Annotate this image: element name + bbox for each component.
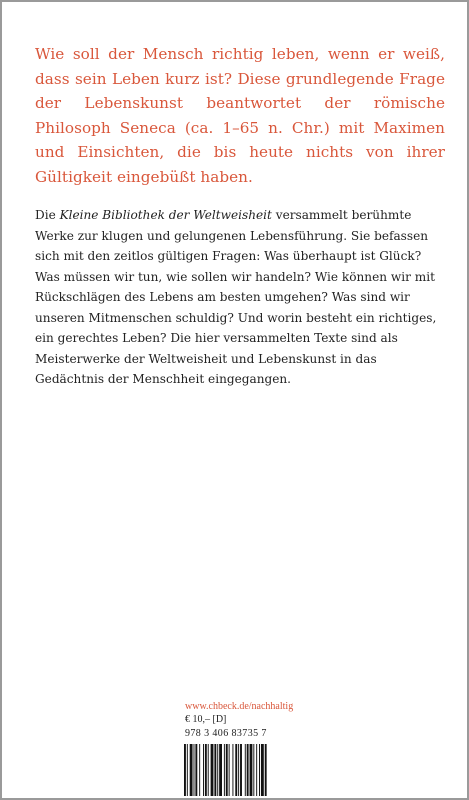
series-title: Kleine Bibliothek der Weltweisheit bbox=[59, 208, 272, 222]
series-description bbox=[35, 205, 445, 390]
publisher-url[interactable]: www.chbeck.de/nachhaltig bbox=[185, 701, 294, 712]
barcode-image bbox=[183, 744, 293, 796]
description-text: versammelt berühmte Werke zur klugen und gelungenen Lebensführung. Sie befassen sich mit den zeitlos gültigen Fragen: Was überhaupt ist Glück? Was müssen wir tun, wie sollen wir handeln? Wie können wir mit Rückschlägen des Lebens am besten umgehen? Was sind wir unseren Mitmenschen schuldig? Und worin besteht ein richtiges, ein gerechtes Leben? Die hier versammelten Texte sind als Meisterwerke der Weltweisheit und Lebenskunst in das Gedächtnis der Menschheit eingegangen. bbox=[35, 208, 437, 386]
description-prefix: Die bbox=[35, 208, 60, 222]
intro-text: Wie soll der Mensch richtig leben, wenn er weiß, dass sein Leben kurz ist? Diese grundlegende Frage der Lebenskunst beantwortet der römische Philosoph Seneca (ca. 1–65 n. Chr.) mit Maximen und Einsichten, die bis heute nichts von ihrer Gültigkeit eingebüßt haben. bbox=[35, 45, 445, 186]
isbn-number: 978 3 406 83735 7 bbox=[185, 728, 267, 739]
price-label: € 10,– [D] bbox=[185, 714, 227, 725]
